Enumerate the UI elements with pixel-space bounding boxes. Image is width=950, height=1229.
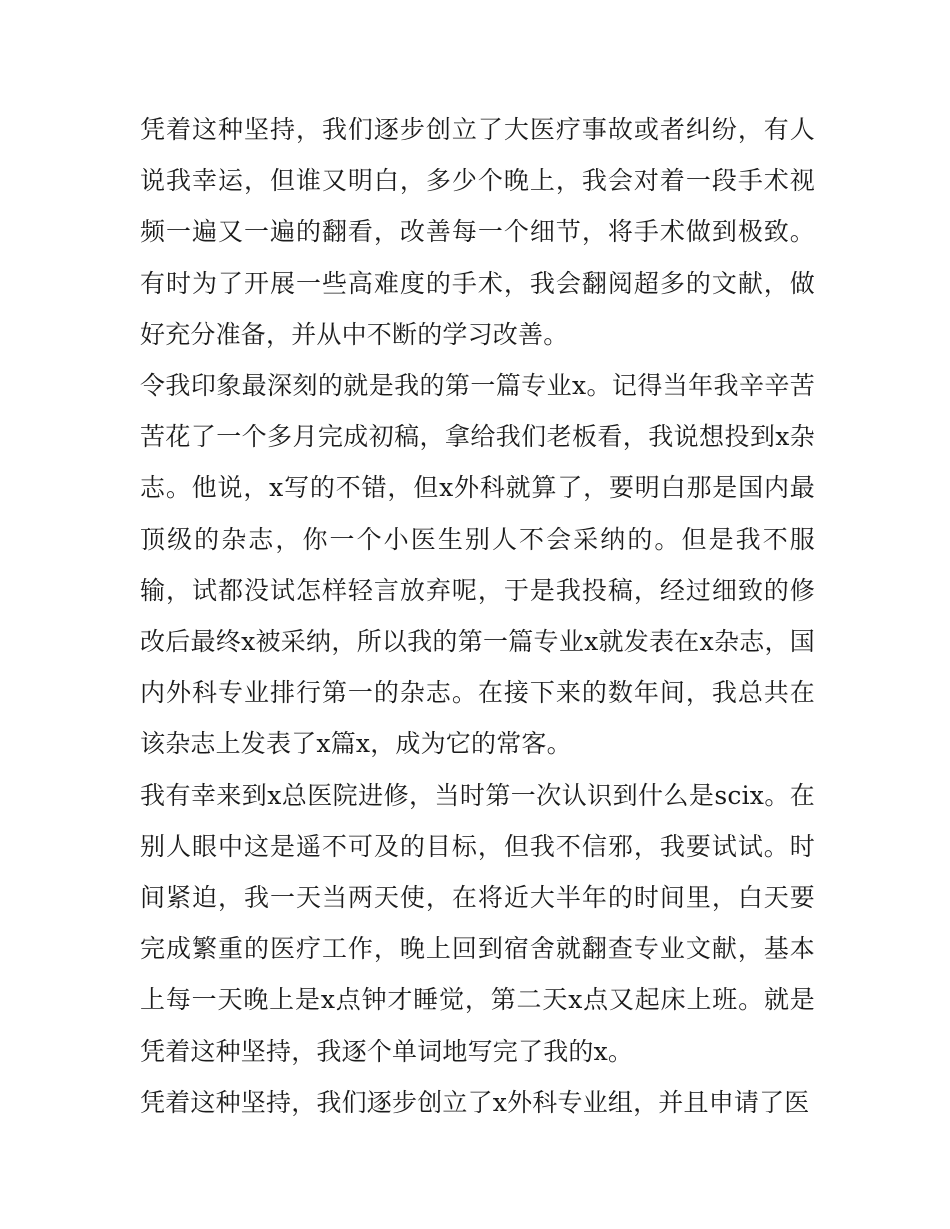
paragraph-3: 我有幸来到x总医院进修，当时第一次认识到什么是scix。在别人眼中这是遥不可及的目标，但我不信邪，我要试试。时间紧迫，我一天当两天使，在将近大半年的时间里，白天要完成繁重的医疗工作，晚上回到宿舍就翻查专业文献，基本上每一天晚上是x点钟才睡觉，第二天x点又起床上班。就是凭着这种坚持，我逐个单词地写完了我的x。 [140,780,815,1066]
document-body [140,104,815,1128]
paragraph-1: 凭着这种坚持，我们逐步创立了大医疗事故或者纠纷，有人说我幸运，但谁又明白，多少个晚上，我会对着一段手术视频一遍又一遍的翻看，改善每一个细节，将手术做到极致。有时为了开展一些高难度的手术，我会翻阅超多的文献，做好充分准备，并从中不断的学习改善。 [140,115,815,349]
paragraph-4: 凭着这种坚持，我们逐步创立了x外科专业组，并且申请了医 [140,1087,810,1117]
paragraph-2: 令我印象最深刻的就是我的第一篇专业x。记得当年我辛辛苦苦花了一个多月完成初稿，拿给我们老板看，我说想投到x杂志。他说，x写的不错，但x外科就算了，要明白那是国内最顶级的杂志，你一个小医生别人不会采纳的。但是我不服输，试都没试怎样轻言放弃呢，于是我投稿，经过细致的修改后最终x被采纳，所以我的第一篇专业x就发表在x杂志，国内外科专业排行第一的杂志。在接下来的数年间，我总共在该杂志上发表了x篇x，成为它的常客。 [140,371,815,759]
